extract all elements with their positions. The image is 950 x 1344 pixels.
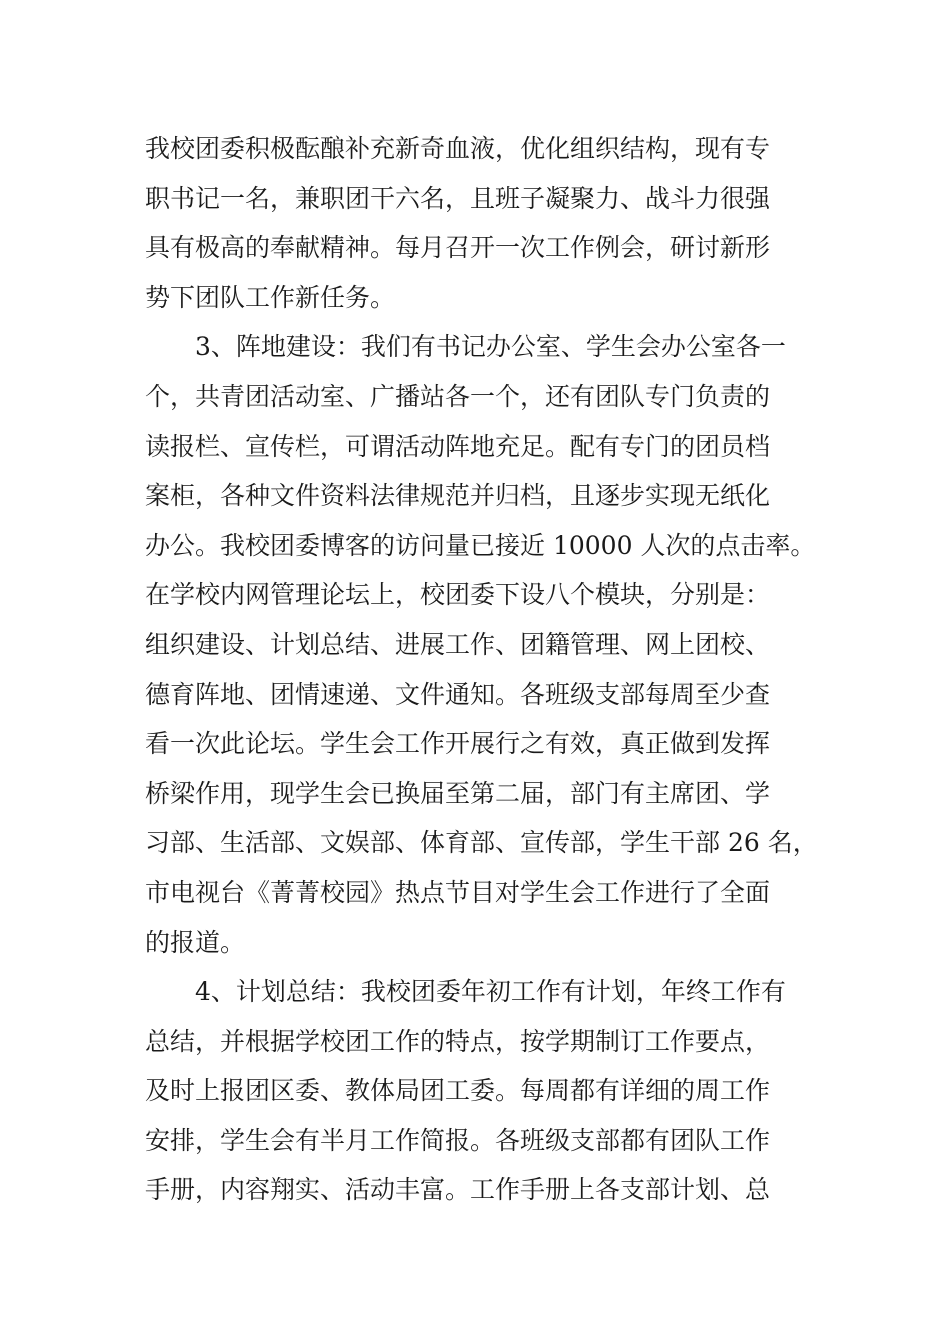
paragraph-start-line: 3、阵地建设：我们有书记办公室、学生会办公室各一 [195, 332, 786, 362]
text-line: 德育阵地、团情速递、文件通知。各班级支部每周至少查 [145, 679, 771, 709]
text-line: 我校团委积极酝酿补充新奇血液，优化组织结构，现有专 [145, 134, 771, 163]
text-line: 总结，并根据学校团工作的特点，按学期制订工作要点， [145, 1026, 771, 1056]
text-line: 势下团队工作新任务。 [145, 282, 396, 312]
text-line: 市电视台《菁菁校园》热点节目对学生会工作进行了全面 [145, 877, 771, 907]
text-line: 在学校内网管理论坛上，校团委下设八个模块，分别是： [145, 580, 771, 610]
text-line: 案柜，各种文件资料法律规范并归档，且逐步实现无纸化 [145, 481, 771, 511]
body-text [145, 124, 835, 1215]
text-line: 具有极高的奉献精神。每月召开一次工作例会，研讨新形 [145, 233, 771, 263]
text-line: 习部、生活部、文娱部、体育部、宣传部，学生干部 26 名， [145, 828, 818, 858]
text-line: 的报道。 [145, 927, 246, 957]
text-line: 组织建设、计划总结、进展工作、团籍管理、网上团校、 [145, 629, 771, 659]
text-line: 办公。我校团委博客的访问量已接近 10000 人次的点击率。 [145, 530, 816, 560]
text-line: 安排，学生会有半月工作简报。各班级支部都有团队工作 [145, 1125, 771, 1155]
text-line: 职书记一名，兼职团干六名，且班子凝聚力、战斗力很强 [145, 183, 771, 213]
paragraph-start-line: 4、计划总结：我校团委年初工作有计划，年终工作有 [195, 977, 786, 1007]
text-line: 个，共青团活动室、广播站各一个，还有团队专门负责的 [145, 381, 771, 411]
text-line: 及时上报团区委、教体局团工委。每周都有详细的周工作 [145, 1076, 771, 1106]
text-line: 手册，内容翔实、活动丰富。工作手册上各支部计划、总 [145, 1175, 771, 1205]
text-line: 桥梁作用，现学生会已换届至第二届，部门有主席团、学 [145, 778, 771, 808]
text-line: 看一次此论坛。学生会工作开展行之有效，真正做到发挥 [145, 729, 771, 759]
text-line: 读报栏、宣传栏，可谓活动阵地充足。配有专门的团员档 [145, 431, 771, 461]
